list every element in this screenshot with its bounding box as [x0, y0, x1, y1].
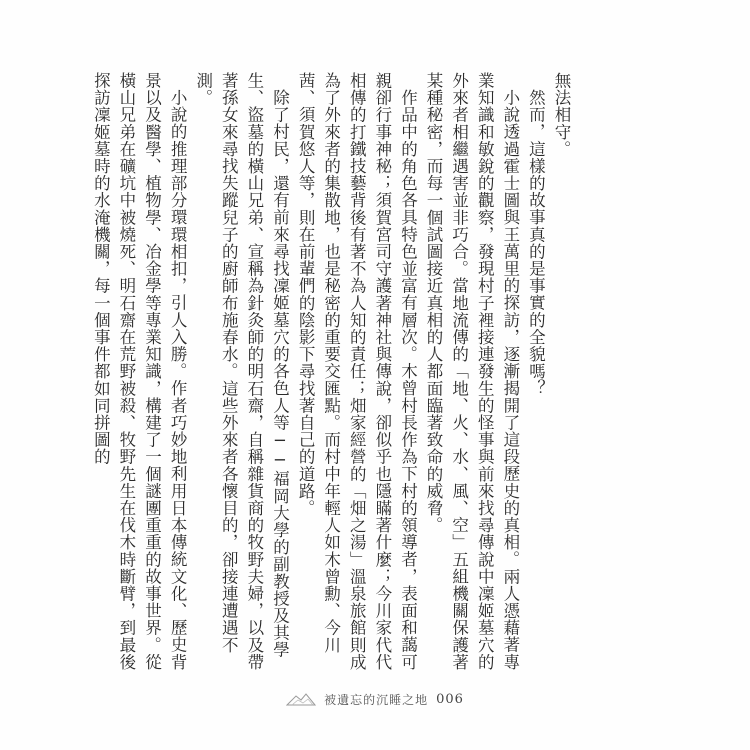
paragraph-1: 無法相守。: [552, 72, 571, 158]
mountain-ornament-icon: [286, 692, 316, 706]
page-number: 006: [436, 691, 464, 707]
paragraph-4: 作品中的角色各具特色並富有層次。木曾村長作為下村的領導者，表面和藹可親卻行事神秘；須賀宮司守護著神社與傳說，卻似乎也隱瞞著什麼；今川家代代相傳的打鐵技藝背後有著不為人知的責任；畑家經營的「畑之湯」溫泉旅館則成為了外來者的集散地，也是秘密的重要交匯點。而村中年輕人如木曾勳、今川茜、須賀悠人等，則在前輩們的陰影下尋找著自己的道路。: [296, 72, 418, 671]
running-title: 被遺忘的沉睡之地: [324, 692, 429, 707]
paragraph-5: 除了村民，還有前來尋找凜姬墓穴的各色人等──福岡大學的副教授及其學生、盜墓的橫山兄弟、宣稱為針灸師的明石齋，自稱雜貨商的牧野夫婦，以及帶著孫女來尋找失蹤兒子的廚師布施春水。這些外來者各懷目的，卻接連遭遇不測。: [193, 72, 290, 671]
paragraph-6: 小說的推理部分環環相扣，引人入勝。作者巧妙地利用日本傳統文化、歷史背景以及醫學、植物學、冶金學等專業知識，構建了一個謎團重重的故事世界。從橫山兄弟在礦坑中被燒死、明石齋在荒野被殺、牧野先生在伐木時斷臂，到最後探訪凜姬墓時的水淹機關，每一個事件都如同拼圖的: [91, 72, 188, 671]
body-text: [88, 72, 574, 672]
page-footer: [0, 687, 750, 711]
paragraph-2: 然而，這樣的故事真的是事實的全貌嗎？: [526, 88, 546, 397]
paragraph-3: 小說透過霍士圖與王萬里的探訪，逐漸揭開了這段歷史的真相。兩人憑藉著專業知識和敏銳的觀察，發現村子裡接連發生的怪事與前來找尋傳說中凜姬墓穴的外來者相繼遇害並非巧合。當地流傳的「地、火、水、風、空」五組機關保護著某種秘密，而每一個試圖接近真相的人都面臨著致命的威脅。: [424, 72, 520, 671]
